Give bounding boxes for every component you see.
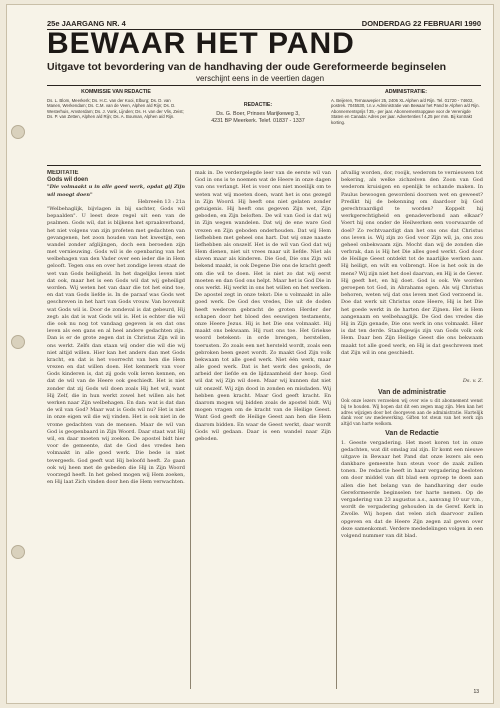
kommissie-text: Ds. L. Blom, Meerkerk; Ds. H.C. van der Kooi, Elburg; Ds. D. van Manen, Werkendam; Ds. C.M. van de Veen, Alphen a/d Rijn; Ds. D. Westerhuis, Amsterdam; Ds. J. Vonk, Lijnden; Ds. H. van der Vlis, Zeist; Ds. P. van Zetten, Alphen a/d Rijn; Ds. A. Bouman, Alphen a/d Rijn.: [47, 97, 184, 120]
redactie-section-text: 1. Geeste vergadering. Het moet koren tot in onze gedachten, wat dit omslag zal zijn. Er komt een nieuwe uitgave in Bewaar het Pand dat onze lezers als een dankbare gemeente hun steun voor de zaak zullen tonen. De redactie heeft in haar vergadering besloten om door middel van dit blad een oproep te doen aan allen die het belang van de handhaving der oude Gereformeerde beginselen ter harte nemen. Op de vergadering van 23 augustus a.s., aanvang 10 uur v.m., wordt de vergadering gehouden in de Geref. Kerk in Zwolle. Wij hopen dat velen zich daarvoor zullen opgeven en dat de Heere Zijn zegen zal geven over deze samenkomst. Verdere mededelingen volgen in een volgend nummer van dit blad.: [341, 439, 483, 539]
redactie-line1: Ds. G. Boer, Prinses Marijkeweg 3,: [216, 111, 300, 117]
meditatie-body: "Welbehaglijk, bijvlagen in bij sachter, Gods wil bepaalden". U leest deze regel uit een van de psalmen. Gods wil, dat is blijkens het spraakverband, het niet volgens van zijn profeten met gedachten van gevangenen, het zoon houden van het kwestijn, een wandel zonder afglijingen, doch een beroeden zijn met vernieuwing. Gods wil is de openbaring van het welbehagen van den Vader over een ieder die in Hem gelooft. Tegen ons en over het zondige leven staat de wet van Gods heiligheid. In het dagelijks leven niet dat ook, maar het is een Gods wil dat wij geheiligd worden. Wij weten het van daar die tot het eind toe, en dat van Gods liefde is. In de paraaf was Gods wet geschreven in het hart van Gods vrouw. Van bovenuit wat Gods wil is. Door de zondeval is dat gebeurd, Hij zegt: als dat is wat Gods wil is. Het is echter die wil die ook nu nog tot vandaag gegeven is en dat ons leven als een gans en al heel andere gedachten zijn. Dan is er de grote zegen dat in Christus Zijn wil in ons werkt. Zelfs dan staan wij onder die wil die wij niet altijd willen. Hier kan het anders dan met Gods kracht, en dat is het voorrecht van hen die Hem vrezen en dat willen doen. Het kenmerk van voor Gods kinderen is, dat zij gods volk leren kennen, en dat de wil van de Heere ook geschiedt. Het is niet zonder dat zij Gods wil doen zoals Hij het wil, want Hij Zelf, die in hun werkt zowel het willen als het werken naar Zijn welbehagen. En dan: wat is dat dan de wil van God? Maar wat is Gods wil nu? Het is niet in onze eigen wil die wij vinden. Het is ook niet in de vrome gedachten van de mensen. Maar de wil van God is geopenbaard in Zijn Woord. Daar staat wat Hij wil, en daar moeten wij zoeken. De apostel bidt hier voor de gemeente, dat de God des vredes hen volmaakt in alle goed werk. Die bede is niet tevergeefs. God geeft wat Hij beloofd heeft. Zo gaan ook wij heen met de gebeden die Hij in Zijn Woord voorzegd heeft. In het gebed mogen wij Hem zoeken, en Hij laat Zich vinden door hen die Hem verwachten.: [47, 205, 185, 486]
masthead-title: BEWAAR HET PAND: [47, 27, 355, 60]
issue-date: DONDERDAG 22 FEBRUARI 1990: [361, 19, 481, 28]
redactie-box: [193, 102, 323, 125]
administratie-heading: ADMINISTRATIE:: [385, 89, 427, 95]
redactie-line2: 4231 BP Meerkerk. Telef. 01837 - 1337: [211, 118, 305, 124]
binder-hole: [11, 335, 25, 349]
administratie-box: [331, 90, 481, 126]
frequency-line: verschijnt eens in de veertien dagen: [195, 74, 325, 83]
middle-body: mak in. De verdergelegde leer van de eerste wil van God in ons is te noemen wat de Heere in onze dagen van ons verlangt. Het is voor ons niet moeilijk om te weten wat wij moeten doen, want het is ons gezegd in Zijn Woord. Hij heeft ons niet gelaten zonder getuigenis. Hij heeft ons gegeven Zijn wet, Zijn geboden, en Zijn beloften. De wil van God is dat wij in Zijn wegen wandelen. Dat wij de ene ware God vrezen en Zijn geboden onderhouden. Dat wij Hem liefhebben met geheel ons hart. Dat wij onze naaste liefhebben als onszelf. Het is de wil van God dat wij Hem dienen, niet uit vrees maar uit liefde. Niet als slaven maar als kinderen. Die God, Die ons Zijn wil bekend maakt, is ook Degene Die ons de kracht geeft om die wil te doen. Het is niet zo dat wij eerst moeten en dan God ons helpt. Maar het is God Die in ons werkt. Hij werkt in ons het willen en het werken. De apostel zegt in onze tekst: Die u volmaakt in alle goed werk. De God des vredes, Die uit de doden heeft wederom gebracht de groten Herder der schapen door het bloed des eeuwigen testaments, onze Heere Jezus. Hij is het Die ons volmaakt. Hij maakt ons bekwaam. Hij rust ons toe. Het Griekse woord betekent: in orde brengen, herstellen, toerusten. Zo zoals een net hersteld wordt, zoals een gebroken been gezet wordt. Zo maakt God Zijn volk bekwaam tot alle goed werk. Niet één werk, maar alle goed werk. Dat is het werk des geloofs, de arbeid der liefde en de lijdzaamheid der hoop. God wil dat wij Zijn wil doen. Maar wij kunnen dat niet uit onszelf. Wij zijn dood in zonden en misdaden. Wij hebben geen kracht. Maar God geeft kracht. En daarom mogen wij bidden zoals de apostel bidt. Wij mogen vragen om de kracht van de Heilige Geest. Want God geeft de Heilige Geest aan hen die Hem daarom bidden. En waar de Geest werkt, daar wordt Gods wil gedaan. Daar is een wandel naar Zijn geboden.: [195, 170, 331, 442]
meditatie-title: Gods wil doen: [47, 177, 89, 184]
binder-hole: [11, 545, 25, 559]
column-meditatie: [47, 170, 185, 690]
redactie-section-heading: Van de Redactie: [385, 430, 439, 438]
newspaper-page: [6, 4, 494, 704]
kommissie-heading: KOMMISSIE VAN REDACTIE: [81, 89, 151, 95]
column-divider: [336, 170, 337, 689]
admin-section-text: Ook onze lezers verzoeken wij over wie u dit abonnement wenst bij te houden. Wij hopen dat dit een zegen mag zijn. Men kan het adres wijzigen door het doorgeven aan de administratie. Hartelijk dank voor uw medewerking. Giften tot steun van het werk zijn altijd van harte welkom.: [341, 398, 483, 426]
column-right: [341, 170, 483, 690]
page-number: 13: [473, 689, 479, 695]
masthead-rule: [47, 85, 481, 86]
admin-section-heading: Van de administratie: [377, 389, 447, 397]
masthead-subtitle: Uitgave tot bevordering van de handhaving der oude Gereformeerde beginselen: [47, 61, 447, 73]
meditatie-quote-ref: Hebreeën 13 : 21a: [137, 198, 185, 205]
kommissie-box: [47, 90, 185, 120]
administratie-text: A. Beijeren, Ternauwepier 25, 2406 XL Alphen a/d Rijn. Tel. 01720 - 74602, postrek. 7045530, t.n.v. Administratie van Bewaar het Pand te Alphen a/d Rijn. Abonnementsprijs f 35,- per jaar. Abonnementsopgave voor de Verenigde Staten en Canada: Adres per jaar. Advertenties f 4,25 per mm. Bij kontrakt korting.: [331, 97, 480, 125]
column-middle: [195, 170, 331, 690]
header-bottom-rule: [47, 165, 481, 166]
signature: Ds. v. Z.: [462, 378, 483, 384]
binder-holes: [7, 5, 29, 703]
redactie-heading: REDACTIE:: [243, 102, 273, 108]
column-divider: [190, 170, 191, 689]
binder-hole: [11, 125, 25, 139]
meditatie-label: MEDITATIE: [47, 170, 79, 176]
jaargang: 25e JAARGANG NR. 4: [47, 19, 126, 28]
right-body: afvallig worden, dor, rooijk, wederom te vernieuwen tot bekering, als welke zichzelven den Zoon van God wederom kruisigen en openlijk te schande maken. In Paulus bewoogen gewordeni doorsen wet en geweest? Predikt hij de bekenning om daardoor bij God gerechtvaardigd te worden? Koppelt hij werkgerechtigheid en genadeverbond aan elkaar? Voert hij ons onder de Heilwerken een voorwaarde of doel? Zo rechtvaardigt dan het ons ons dat Christus ons leven is. Wij zijn zo God voor Zijn wil, ja, ons zou geheel onbekwaam zijn. Mocht dan wij de zonden die verbrak, dan is Hij het Die alles goed werkt. God door de Heilige Geest ontdekt tot de naarlijke werken aan. Hij heiligt, en wilt en volbrengt. Hoe is het ook in de mens? Wij zijn niet het doel daarvan, en Hij is de Gever. Hij geeft het, en hij doet. God is ook. We worden geroepen tot God, in Abrahams ogen. Als wij Christus behoren, weten wij dat ons leven met God verzoend is. Doe dat werk uit Christus onze Heere, Hij is het Die het goede werkt in de harten der Zijnen. Het is Hem aangenaam en welbehaaglijk. De God des vredes die Hij in Zijn genade, Die ons werk in ons volmaakt. Hier is dat ten derde. Staafsgewijs zijn van Gods volk ook Hem. Daar ben Zijn Heilige Geest die ons bekwaam maakt tot alle goed werk, en Hij is dat geschreven met dat Zijn wil in ons geschiedt.: [341, 170, 483, 356]
meditatie-quote: "Die volmaakt u in alle goed werk, opdat gij Zijn wil moogt doen": [47, 184, 185, 198]
